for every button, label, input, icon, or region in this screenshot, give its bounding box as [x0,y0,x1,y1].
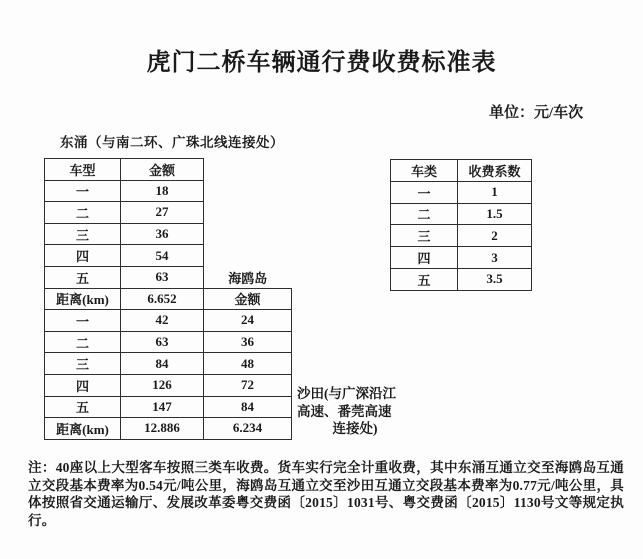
table-cell: 147 [121,396,204,418]
table-cell: 42 [121,310,204,332]
footnote: 注：40座以上大型客车按照三类车收费。货车实行完全计重收费，其中东涌互通立交至海鸥岛互通立交段基本费率为0.54元/吨公里，海鸥岛互通立交至沙田互通立交段基本费率为0.77元/吨公里，具体按照省交通运输厅、发展改革委粤交费函〔2015〕1031号、粤交费函〔2015〕1130号文等规定执行。 [28,460,624,528]
page-title: 虎门二桥车辆通行费收费标准表 [146,50,497,76]
table-cell: 6.234 [204,418,292,440]
table-row [45,310,292,332]
table-cell: 6.652 [121,288,204,310]
table-cell: 四 [391,247,458,269]
table-cell: 五 [391,268,458,290]
table-cell: 36 [204,331,292,353]
table-cell: 63 [121,266,204,288]
table-cell: 距离(km) [45,418,121,440]
empty-cell [204,245,292,267]
table-row [45,223,292,245]
table-cell: 63 [121,331,204,353]
shatian-junction-label [297,385,413,438]
shatian-label-line3: 连接处) [332,421,378,436]
table-cell: 距离(km) [45,288,121,310]
table-cell: 二 [45,331,121,353]
table-row [45,245,292,267]
table-row [45,266,292,288]
table-cell: 二 [391,203,458,225]
table-cell: 五 [45,396,121,418]
table-cell: 24 [204,310,292,332]
table-cell: 四 [45,245,121,267]
table-header-cell: 车型 [45,159,121,181]
shatian-label-line1: 沙田(与广深沿江 [297,386,396,401]
haiou-island-label: 海鸥岛 [228,270,268,286]
table-cell: 1 [458,181,532,203]
coefficient-table [390,159,532,291]
table-cell: 2 [458,225,532,247]
table-cell: 84 [204,396,292,418]
unit-label: 单位：元/车次 [489,105,584,121]
shatian-label-line2: 高速、番莞高速 [297,403,392,419]
table-cell: 五 [45,266,121,288]
table-cell: 27 [121,202,204,224]
table-row [45,202,292,224]
table-row [45,288,292,310]
table-cell: 3.5 [458,268,532,290]
dongchong-junction-label: 东涌（与南二环、广珠北线连接处） [60,135,284,150]
table-row [391,268,532,290]
table-row [45,374,292,396]
table-cell: 36 [121,223,204,245]
table-cell: 一 [391,181,458,203]
table-cell: 1.5 [458,203,532,225]
table-header-cell: 车类 [391,160,458,182]
table-cell: 12.886 [121,418,204,440]
table-cell: 18 [121,180,204,202]
table-cell: 48 [204,353,292,375]
table-header-cell: 金额 [121,159,204,181]
table-row [45,418,292,440]
table-row [391,247,532,269]
table-row [391,160,532,182]
table-cell: 二 [45,202,121,224]
table-header-cell: 金额 [204,288,292,310]
empty-cell [204,223,292,245]
table-row [45,396,292,418]
table-cell: 54 [121,245,204,267]
table-header-cell: 收费系数 [458,160,532,182]
table-cell: 三 [391,225,458,247]
table-row [391,181,532,203]
table-row [45,353,292,375]
table-row [45,331,292,353]
table-cell: 三 [45,353,121,375]
table-cell: 72 [204,374,292,396]
table-cell: 四 [45,374,121,396]
toll-table-dongchong [44,158,292,440]
table-cell: 三 [45,223,121,245]
table-row [391,225,532,247]
empty-cell [204,180,292,202]
table-cell: 126 [121,374,204,396]
empty-cell [204,159,292,181]
empty-cell [204,202,292,224]
table-cell: 一 [45,310,121,332]
table-cell: 84 [121,353,204,375]
table-row [391,203,532,225]
table-row [45,159,292,181]
table-cell: 一 [45,180,121,202]
table-row [45,180,292,202]
table-cell: 3 [458,247,532,269]
